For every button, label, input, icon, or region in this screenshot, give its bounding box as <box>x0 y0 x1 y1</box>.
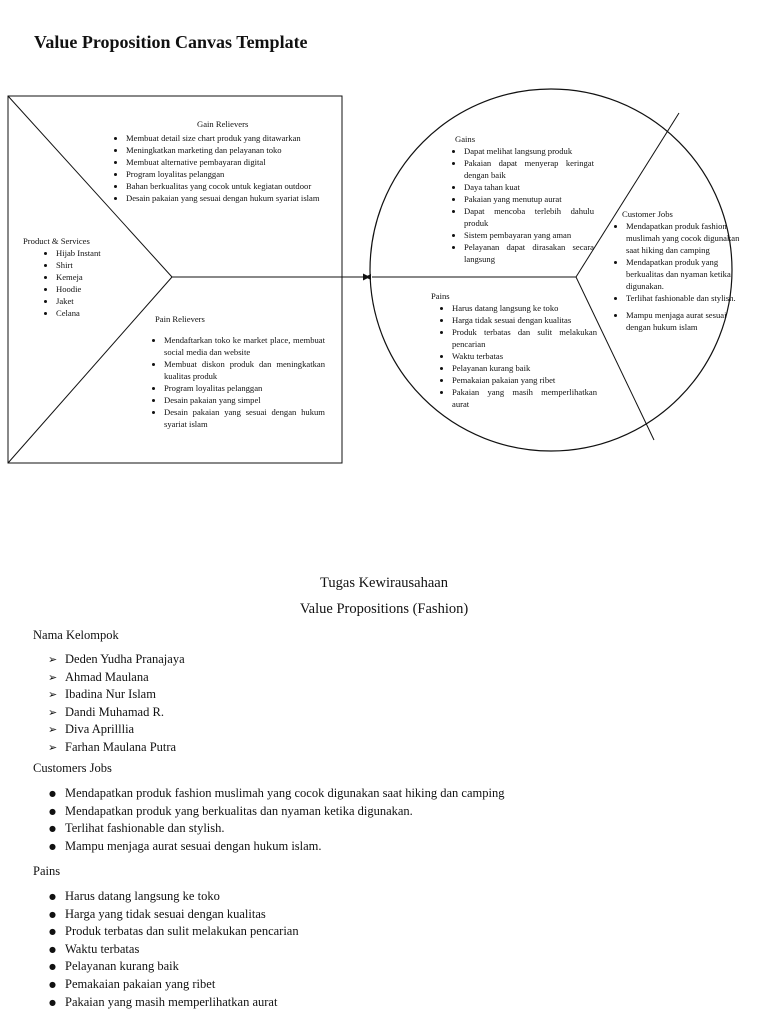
list-item: • Mendapatkan produk fashion muslimah yang cocok digunakan saat hiking dan camping <box>626 220 753 256</box>
customer-jobs-list <box>617 220 753 333</box>
pain-relievers-heading: Pain Relievers <box>155 314 205 324</box>
products-services-heading: Product & Services <box>23 236 90 246</box>
pains-section <box>431 290 597 410</box>
list-item: • Produk terbatas dan sulit melakukan pencarian <box>452 326 597 350</box>
list-item: ➢ Dandi Muhamad R. <box>48 704 185 722</box>
gain-relievers-heading: Gain Relievers <box>197 119 249 129</box>
list-item: ● Waktu terbatas <box>48 941 299 959</box>
list-item: • Pemakaian pakaian yang ribet <box>452 374 597 386</box>
list-item: • Dapat melihat langsung produk <box>464 145 594 157</box>
products-services-section <box>23 235 123 319</box>
list-item: • Celana <box>56 307 123 319</box>
list-item: • Desain pakaian yang simpel <box>164 394 325 406</box>
gains-section <box>455 133 594 265</box>
list-item: ● Terlihat fashionable dan stylish. <box>48 820 504 838</box>
pains-heading: Pains <box>431 291 450 301</box>
list-item: • Waktu terbatas <box>452 350 597 362</box>
pains-doc-list <box>48 888 299 1011</box>
list-item: ● Pakaian yang masih memperlihatkan aurat <box>48 994 299 1012</box>
list-item: • Harus datang langsung ke toko <box>452 302 597 314</box>
list-item: • Terlihat fashionable dan stylish. <box>626 292 753 304</box>
list-item: • Pelayanan kurang baik <box>452 362 597 374</box>
group-members-list <box>48 651 185 757</box>
list-item: ● Mendapatkan produk yang berkualitas dan nyaman ketika digunakan. <box>48 803 504 821</box>
list-item: ● Harga yang tidak sesuai dengan kualitas <box>48 906 299 924</box>
list-item: ● Pelayanan kurang baik <box>48 958 299 976</box>
list-item: • Mendapatkan produk yang berkualitas dan nyaman ketika digunakan. <box>626 256 753 292</box>
list-item: • Daya tahan kuat <box>464 181 594 193</box>
customer-jobs-doc-list <box>48 785 504 855</box>
list-item: • Pakaian yang masih memperlihatkan aurat <box>452 386 597 410</box>
list-item: • Shirt <box>56 259 123 271</box>
list-item: • Membuat diskon produk dan meningkatkan kualitas produk <box>164 358 325 382</box>
list-item: • Membuat detail size chart produk yang ditawarkan <box>126 132 339 144</box>
list-item: ➢ Ahmad Maulana <box>48 669 185 687</box>
list-item: ● Produk terbatas dan sulit melakukan pencarian <box>48 923 299 941</box>
customer-jobs-heading: Customer Jobs <box>622 209 673 219</box>
page-title: Value Proposition Canvas Template <box>34 32 308 52</box>
gain-relievers-list <box>117 132 339 204</box>
list-item: ● Harus datang langsung ke toko <box>48 888 299 906</box>
gains-list <box>455 145 594 265</box>
list-item: ➢ Diva Aprilllia <box>48 721 185 739</box>
products-services-list <box>23 247 123 319</box>
list-item: • Meningkatkan marketing dan pelayanan toko <box>126 144 339 156</box>
list-item: • Mampu menjaga aurat sesuai dengan hukum islam <box>626 309 753 333</box>
list-item: • Hijab Instant <box>56 247 123 259</box>
list-item: ● Pemakaian pakaian yang ribet <box>48 976 299 994</box>
list-item: • Sistem pembayaran yang aman <box>464 229 594 241</box>
list-item: • Hoodie <box>56 283 123 295</box>
customer-jobs-label: Customers Jobs <box>33 761 112 775</box>
list-item: • Desain pakaian yang sesuai dengan hukum syariat islam <box>126 192 339 204</box>
list-item: • Desain pakaian yang sesuai dengan hukum syariat islam <box>164 406 325 430</box>
list-item: • Harga tidak sesuai dengan kualitas <box>452 314 597 326</box>
gain-relievers-section <box>117 118 339 204</box>
list-item: • Program loyalitas pelanggan <box>126 168 339 180</box>
list-item: • Jaket <box>56 295 123 307</box>
document-subtitle: Value Propositions (Fashion) <box>299 601 469 617</box>
pains-label: Pains <box>33 864 61 878</box>
gains-heading: Gains <box>455 134 476 144</box>
pains-list <box>431 302 597 410</box>
list-item: ➢ Ibadina Nur Islam <box>48 686 185 704</box>
list-item: • Pelayanan dapat dirasakan secara langsung <box>464 241 594 265</box>
list-item: • Program loyalitas pelanggan <box>164 382 325 394</box>
customer-jobs-section <box>617 208 753 333</box>
list-item: ➢ Farhan Maulana Putra <box>48 739 185 757</box>
list-item: • Pakaian yang menutup aurat <box>464 193 594 205</box>
list-item: • Dapat mencoba terlebih dahulu produk <box>464 205 594 229</box>
list-item: • Bahan berkualitas yang cocok untuk kegiatan outdoor <box>126 180 339 192</box>
pain-relievers-section <box>155 313 325 430</box>
list-item: • Kemeja <box>56 271 123 283</box>
document-subject: Tugas Kewirausahaan <box>320 575 448 591</box>
group-label: Nama Kelompok <box>33 628 119 642</box>
list-item: • Mendaftarkan toko ke market place, membuat social media dan website <box>164 334 325 358</box>
pain-relievers-list <box>155 334 325 430</box>
list-item: • Membuat alternative pembayaran digital <box>126 156 339 168</box>
list-item: ● Mendapatkan produk fashion muslimah yang cocok digunakan saat hiking dan camping <box>48 785 504 803</box>
list-item: • Pakaian dapat menyerap keringat dengan baik <box>464 157 594 181</box>
list-item: ● Mampu menjaga aurat sesuai dengan hukum islam. <box>48 838 504 856</box>
list-item: ➢ Deden Yudha Pranajaya <box>48 651 185 669</box>
